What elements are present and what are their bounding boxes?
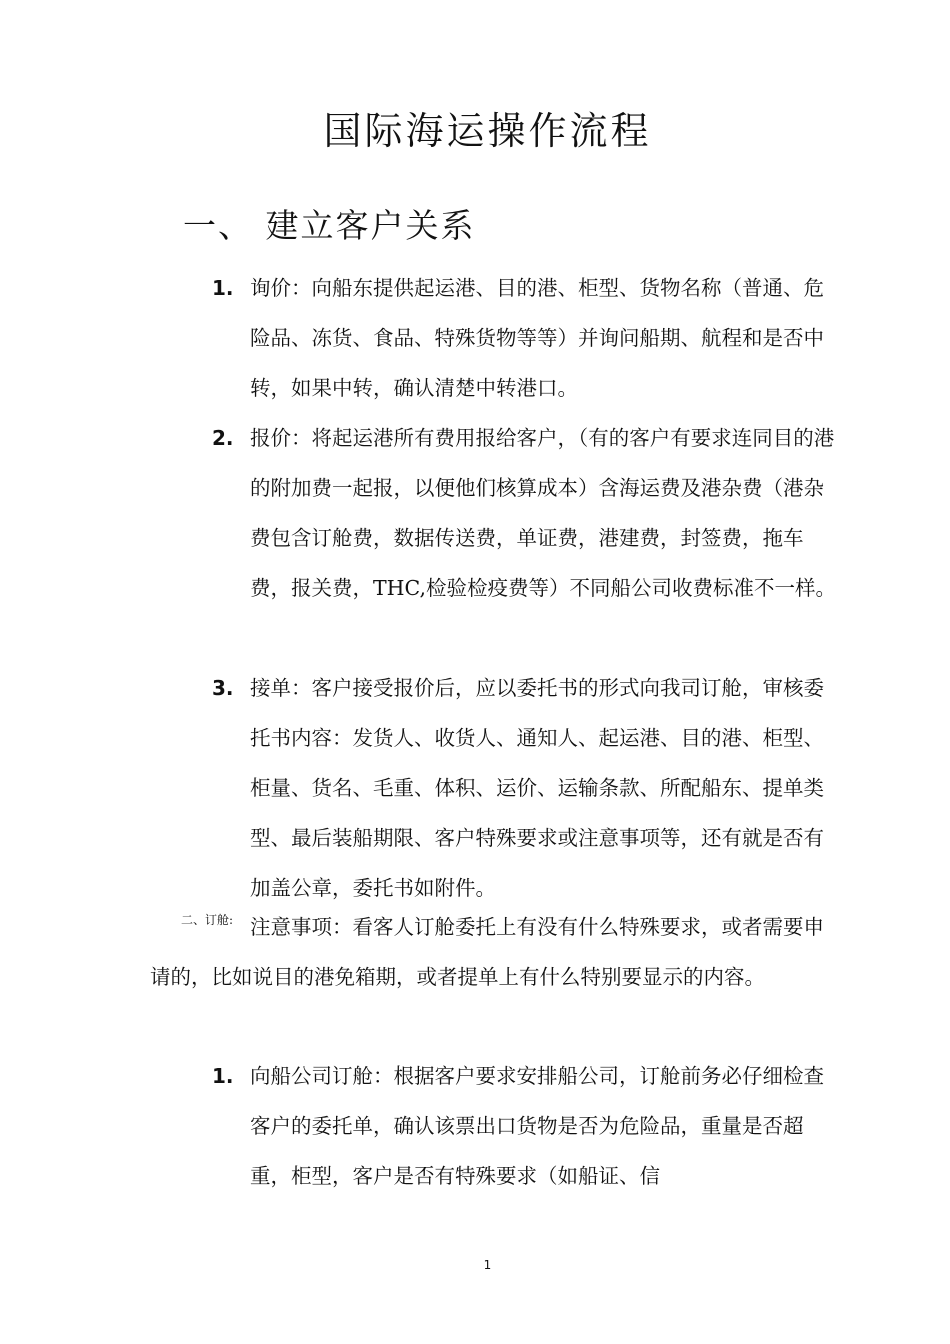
list-number: 1. — [212, 276, 234, 300]
booking-note-paragraph: 注意事项：看客人订舱委托上有没有什么特殊要求，或者需要申请的，比如说目的港免箱期，或者提单上有什么特别要显示的内容。 — [150, 915, 824, 989]
list-item-quotation: 报价：将起运港所有费用报给客户，（有的客户有要求连同目的港的附加费一起报，以便他们核算成本）含海运费及港杂费（港杂费包含订舱费，数据传送费，单证费，港建费，封签费，拖车费，报关费，THC,检验检疫费等）不同船公司收费标准不一样。 — [250, 426, 837, 600]
list-item-inquiry: 询价：向船东提供起运港、目的港、柜型、货物名称（普通、危险品、冻货、食品、特殊货物等等）并询问船期、航程和是否中转，如果中转，确认清楚中转港口。 — [250, 276, 824, 400]
list-number: 1. — [212, 1064, 234, 1088]
list-item-booking: 向船公司订舱：根据客户要求安排船公司，订舱前务必仔细检查客户的委托单，确认该票出口货物是否为危险品，重量是否超重，柜型，客户是否有特殊要求（如船证、信 — [250, 1064, 824, 1188]
list-item-order: 接单：客户接受报价后，应以委托书的形式向我司订舱，审核委托书内容：发货人、收货人、通知人、起运港、目的港、柜型、柜量、货名、毛重、体积、运价、运输条款、所配船东、提单类型、最后装船期限、客户特殊要求或注意事项等，还有就是否有加盖公章，委托书如附件。 — [250, 676, 824, 900]
list-number: 2. — [212, 426, 234, 450]
section-heading-1: 一、 建立客户关系 — [183, 206, 476, 245]
page-number: 1 — [483, 1258, 492, 1272]
section-label-booking: 二、订舱: — [181, 913, 234, 927]
document-title: 国际海运操作流程 — [323, 109, 652, 153]
list-number: 3. — [212, 676, 234, 700]
